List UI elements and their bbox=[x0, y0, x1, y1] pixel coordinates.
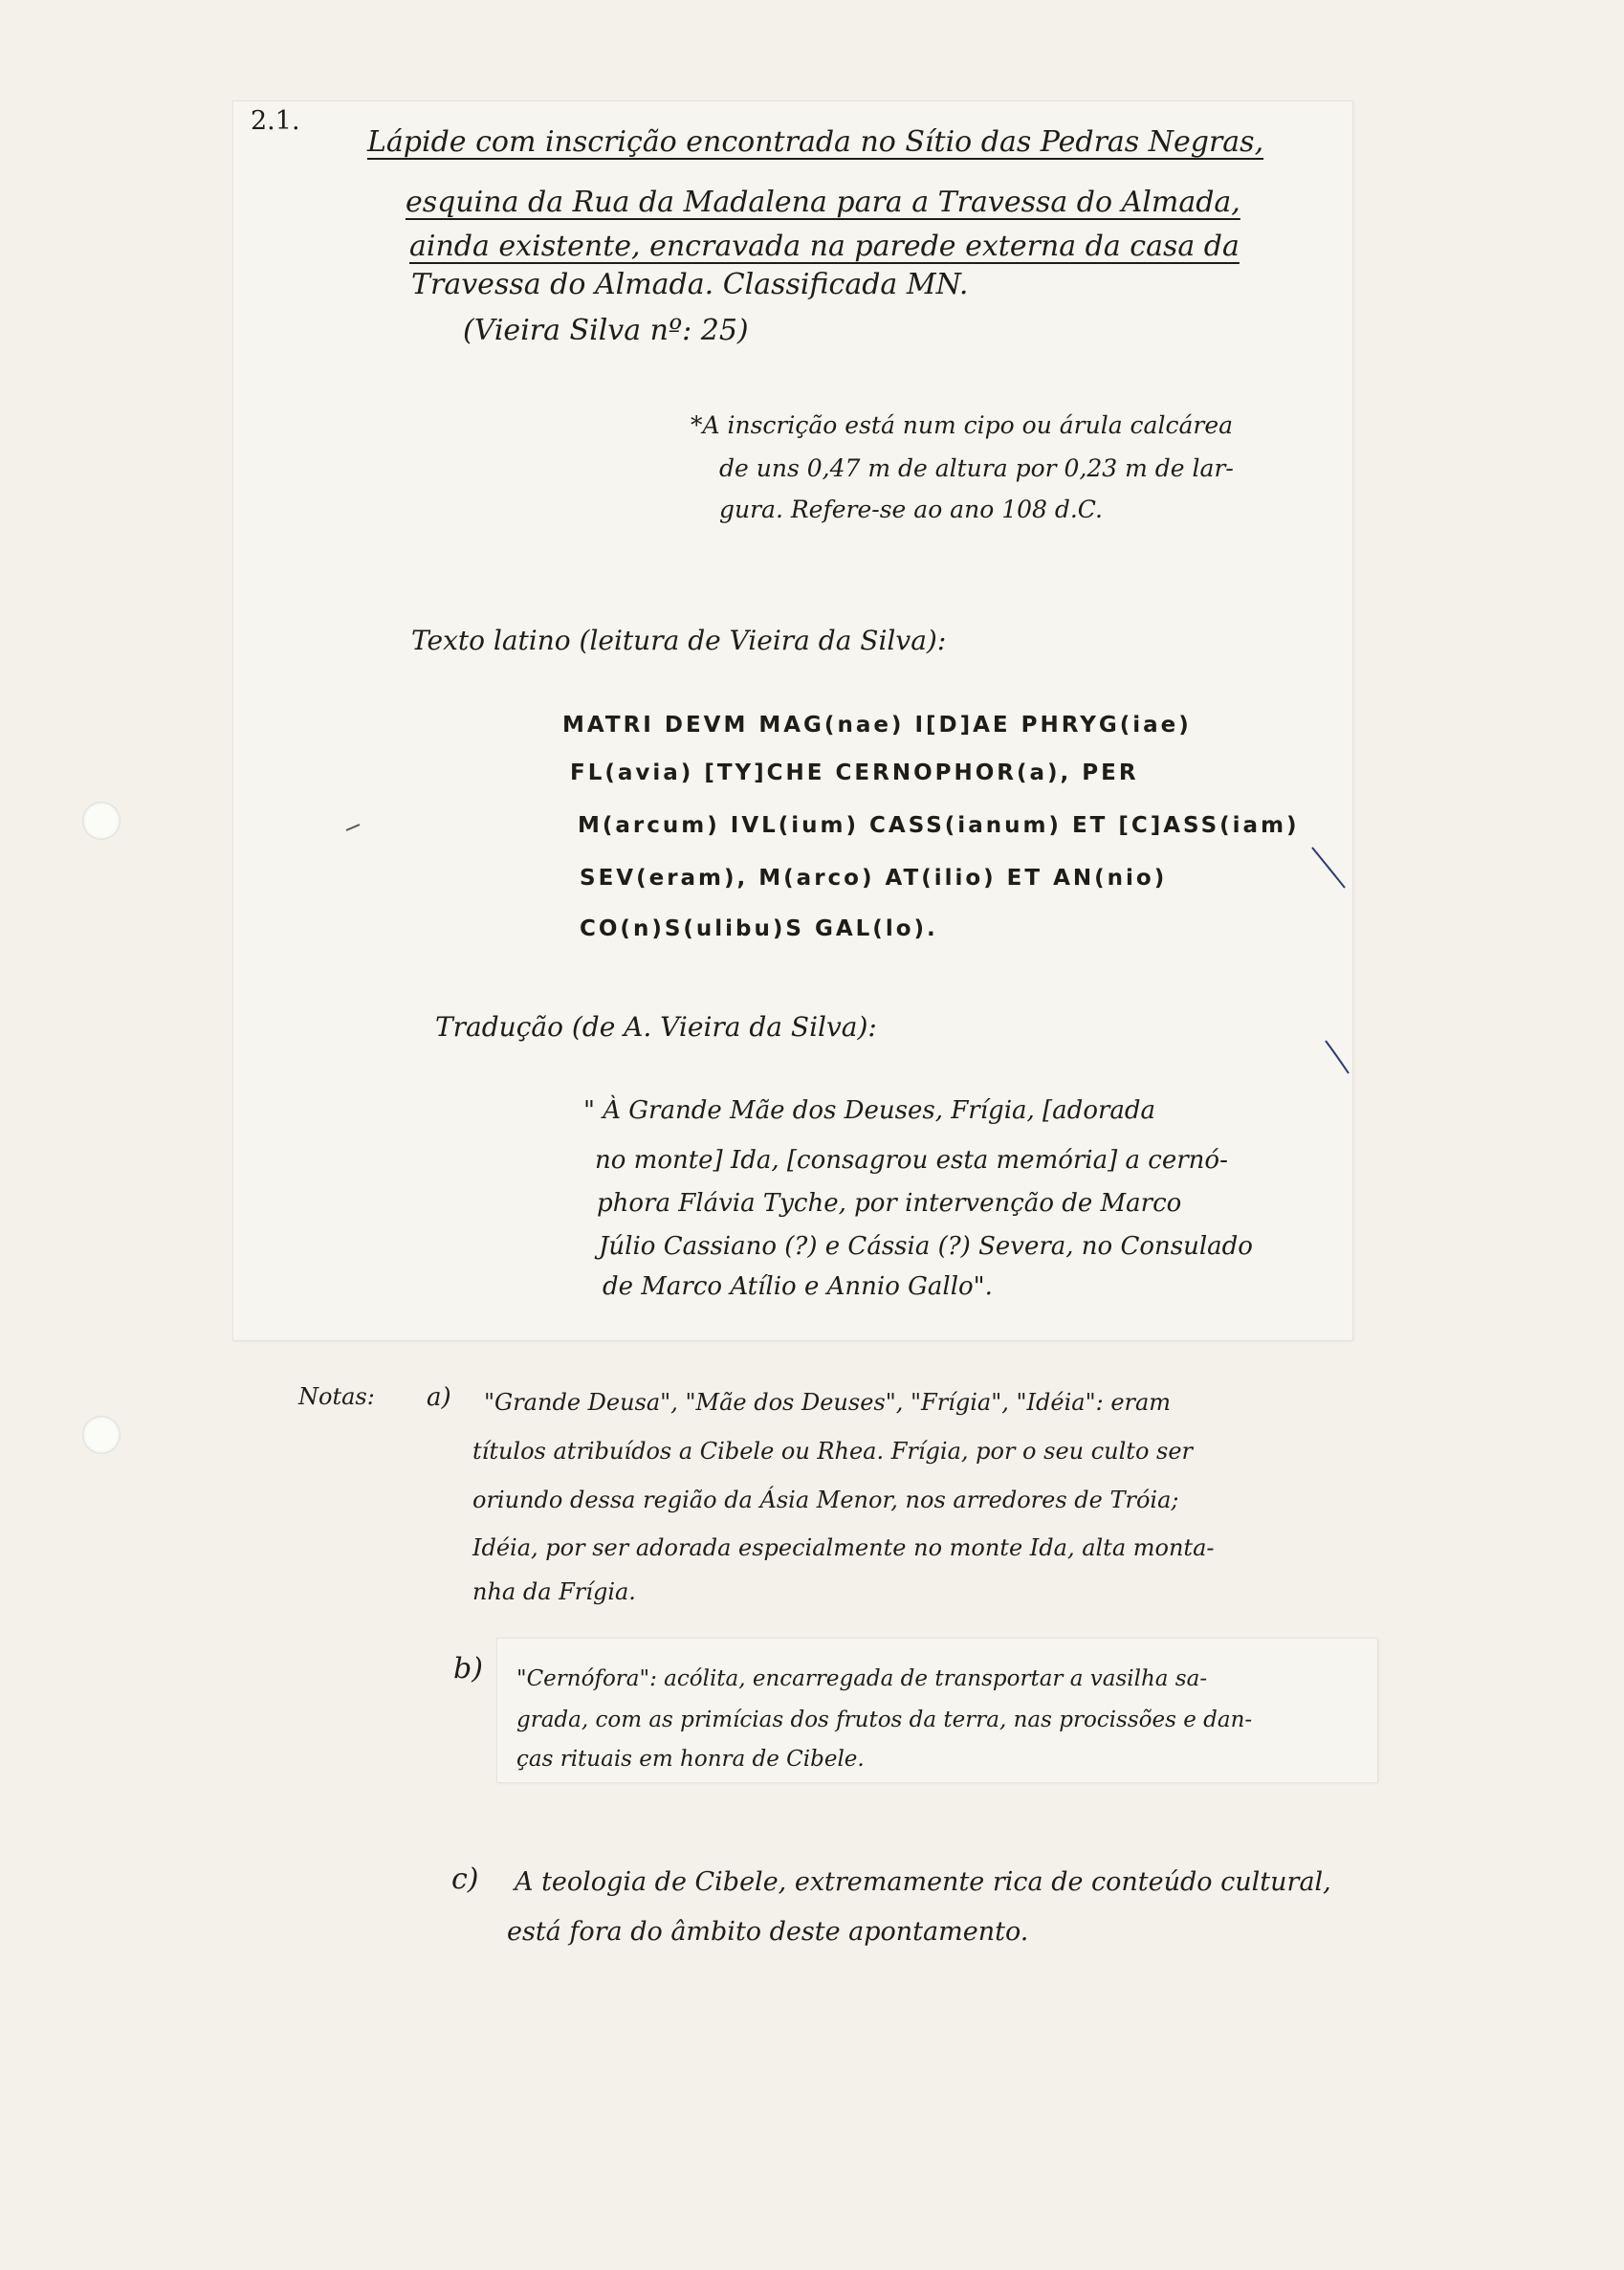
heading-line: ainda existente, encravada na parede externa da casa da bbox=[409, 230, 1240, 263]
catalogue-reference: (Vieira Silva nº: 25) bbox=[463, 314, 749, 347]
inscription-note-line: *A inscrição está num cipo ou árula calcárea bbox=[691, 411, 1234, 439]
translation-line: no monte] Ida, [consagrou esta memória] a cernó- bbox=[595, 1146, 1228, 1175]
latin-line: MATRI DEVM MAG(nae) I[D]AE PHRYG(iae) bbox=[562, 713, 1192, 738]
translation-line: de Marco Atílio e Annio Gallo". bbox=[603, 1272, 993, 1301]
note-a-line: títulos atribuídos a Cibele ou Rhea. Frígia, por o seu culto ser bbox=[472, 1438, 1194, 1465]
punch-hole bbox=[82, 802, 121, 840]
translation-heading: Tradução (de A. Vieira da Silva): bbox=[435, 1011, 877, 1043]
latin-line: M(arcum) IVL(ium) CASS(ianum) ET [C]ASS(iam) bbox=[578, 813, 1300, 838]
latin-line: SEV(eram), M(arco) AT(ilio) ET AN(nio) bbox=[580, 866, 1168, 891]
latin-line: CO(n)S(ulibu)S GAL(lo). bbox=[580, 916, 938, 941]
pen-stroke-mark bbox=[1310, 844, 1349, 892]
note-b-line: grada, com as primícias dos frutos da terra, nas procissões e dan- bbox=[516, 1708, 1253, 1732]
note-c-marker: c) bbox=[451, 1862, 479, 1896]
note-b-line: "Cernófora": acólita, encarregada de transportar a vasilha sa- bbox=[516, 1666, 1208, 1691]
translation-line: " À Grande Mãe dos Deuses, Frígia, [adorada bbox=[583, 1096, 1156, 1125]
note-a-line: oriundo dessa região da Ásia Menor, nos arredores de Tróia; bbox=[472, 1487, 1179, 1513]
note-a-line: Idéia, por ser adorada especialmente no monte Ida, alta monta- bbox=[472, 1534, 1215, 1561]
pencil-mark bbox=[344, 821, 363, 836]
translation-line: phora Flávia Tyche, por intervenção de Marco bbox=[597, 1189, 1182, 1218]
note-a-line: "Grande Deusa", "Mãe dos Deuses", "Frígia", "Idéia": eram bbox=[484, 1389, 1172, 1416]
heading-line: esquina da Rua da Madalena para a Travessa do Almada, bbox=[406, 186, 1240, 219]
note-c-line: A teologia de Cibele, extremamente rica de conteúdo cultural, bbox=[515, 1867, 1331, 1897]
note-c-line: está fora do âmbito deste apontamento. bbox=[507, 1917, 1029, 1947]
punch-hole bbox=[82, 1416, 121, 1454]
latin-line: FL(avia) [TY]CHE CERNOPHOR(a), PER bbox=[570, 760, 1139, 785]
section-number: 2.1. bbox=[251, 106, 300, 136]
notes-label: Notas: bbox=[298, 1383, 375, 1410]
note-b-marker: b) bbox=[453, 1652, 483, 1686]
heading-line: Lápide com inscrição encontrada no Sítio das Pedras Negras, bbox=[367, 125, 1264, 159]
inscription-note-line: gura. Refere-se ao ano 108 d.C. bbox=[719, 496, 1103, 523]
pen-stroke-mark bbox=[1324, 1039, 1352, 1077]
note-a-line: nha da Frígia. bbox=[472, 1578, 636, 1605]
inscription-note-line: de uns 0,47 m de altura por 0,23 m de lar- bbox=[719, 454, 1234, 482]
translation-line: Júlio Cassiano (?) e Cássia (?) Severa, no Consulado bbox=[599, 1232, 1253, 1261]
note-a-marker: a) bbox=[427, 1383, 451, 1412]
heading-line: Travessa do Almada. Classificada MN. bbox=[411, 268, 969, 301]
latin-heading: Texto latino (leitura de Vieira da Silva): bbox=[411, 625, 947, 656]
note-b-line: ças rituais em honra de Cibele. bbox=[516, 1747, 865, 1772]
